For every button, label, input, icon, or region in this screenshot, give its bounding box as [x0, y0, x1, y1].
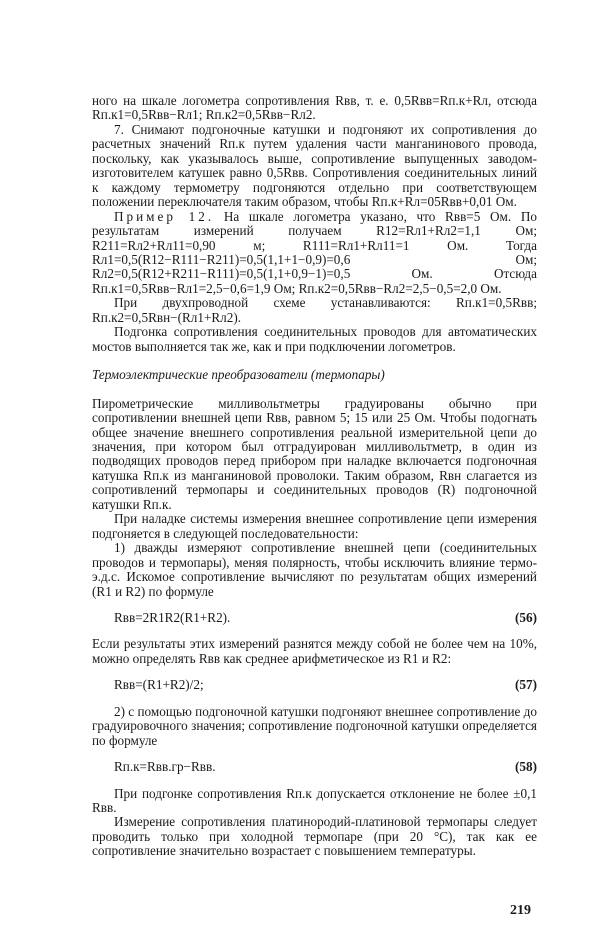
document-page — [92, 94, 537, 859]
example-text: На шкале логометра указано, что Rвв=5 Ом. По результатам измерений получаем R12=Rл1+Rл2=1,1 Ом; R211=Rл2+Rл11=0,90 м; R111=Rл1+Rл11=1 Ом. Тогда Rл1=0,5(R12−R111−R211)=0,5(1,1+1−0,9)=0,6 Ом; Rл2=0,5(R12+R211−R111)=0,5(1,1+0,9−1)=0,5 Ом. Отсюда Rп.к1=0,5Rвв−Rл1=2,5−0,6=1,9 Ом; Rп.к2=0,5Rвв−Rл2=2,5−0,5=2,0 Ом. — [92, 208, 537, 296]
formula-text: Rп.к=Rвв.гр−Rвв. — [114, 759, 216, 775]
paragraph: Подгонка сопротивления соединительных проводов для автоматических мостов выполняется так же, как и при подключении логометров. — [92, 324, 537, 354]
formula-text: Rвв=2R1R2(R1+R2). — [114, 609, 231, 625]
paragraph: Измерение сопротивления платинородий-платиновой термопары следует проводить только при холодной термопаре (при 20 °С), так как ее сопротивление значительно возрастает с повышением температуры. — [92, 814, 537, 859]
paragraph: 7. Снимают подгоночные катушки и подгоняют их сопротивления до расчетных значений Rп.к путем удаления части манганинового провода, поскольку, как указывалось выше, сопротивление выпущенных заводом-изготовителем катушек равно 0,5Rвв. Сопротивления соединительных линий к каждому термометру подгоняются отдельно при соответствующем положении переключателя таким образом, чтобы Rп.к+Rл=05Rвв+0,01 Ом. — [92, 121, 537, 210]
paragraph: 1) дважды измеряют сопротивление внешней цепи (соединительных проводов и термопары), меняя полярность, чтобы исключить влияние термо-э.д.с. Искомое сопротивление вычисляют по результатам общих измерений (R1 и R2) по формуле — [92, 540, 537, 599]
example-label: Пример 12. — [114, 208, 215, 224]
formula-number: (56) — [515, 609, 537, 625]
paragraph: ного на шкале логометра сопротивления Rвв, т. е. 0,5Rвв=Rп.к+Rл, отсюда Rп.к1=0,5Rвв−Rл1; Rп.к2=0,5Rвв−Rл2. — [92, 93, 537, 123]
formula-number: (58) — [515, 759, 537, 775]
paragraph: При наладке системы измерения внешнее сопротивление цепи измерения подгоняется в следующей последовательности: — [92, 511, 537, 541]
paragraph: 2) с помощью подгоночной катушки подгоняют внешнее сопротивление до градуировочного значения; сопротивление подгоночной катушки определяется по формуле — [92, 703, 537, 748]
formula-56 — [114, 611, 537, 625]
section-heading: Термоэлектрические преобразователи (термопары) — [92, 367, 385, 383]
paragraph: При подгонке сопротивления Rп.к допускается отклонение не более ±0,1 Rвв. — [92, 785, 537, 816]
paragraph: Если результаты этих измерений разнятся между собой не более чем на 10%, можно определять Rвв как среднее арифметическое из R1 и R2: — [92, 636, 537, 666]
paragraph: При двухпроводной схеме устанавливаются: Rп.к1=0,5Rвв; Rп.к2=0,5Rвн−(Rл1+Rл2). — [92, 295, 537, 325]
example-paragraph — [92, 210, 537, 297]
formula-58 — [114, 760, 537, 774]
formula-57 — [114, 678, 537, 692]
paragraph: Пирометрические милливольтметры градуированы обычно при сопротивлении внешней цепи Rвв, равном 5; 15 или 25 Ом. Чтобы подогнать общее значение внешнего сопротивления реальной измерительной цепи до значения, при котором был отградуирован милливольтметр, в один из подводящих проводов перед прибором при наладке включается подгоночная катушка Rп.к из манганиновой проволоки. Таким образом, Rвн слагается из сопротивлений термопары и соединительных проводов (R) подгоночной катушки Rп.к. — [92, 395, 537, 512]
formula-text: Rвв=(R1+R2)/2; — [114, 677, 204, 693]
formula-number: (57) — [515, 677, 537, 693]
page-number: 219 — [510, 903, 531, 918]
